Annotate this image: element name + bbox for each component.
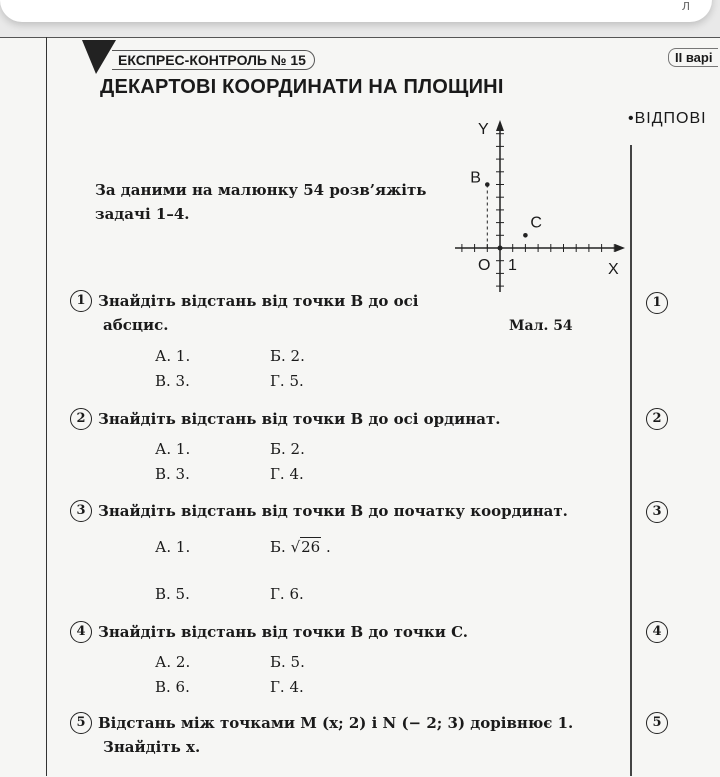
page-left-border [46,37,47,776]
answer-slot-1[interactable]: 1 [646,292,668,314]
point-c-label: C [530,214,542,232]
question-3 [70,498,620,523]
question-number: 5 [70,712,92,734]
question-number: 4 [70,621,92,643]
coordinate-figure [440,110,640,310]
option-b: Б. 5. [270,653,305,671]
question-1 [70,288,620,337]
option-v: В. 6. [155,678,190,696]
option-a: А. 1. [155,440,191,458]
option-b: Б. 2. [270,440,305,458]
option-g: Г. 4. [270,678,304,696]
browser-top-bar [0,0,712,22]
option-b: Б. 2. [270,347,305,365]
option-a: А. 2. [155,653,191,671]
origin-point [498,246,503,251]
option-b-letter: Б. [270,538,286,556]
question-4 [70,619,620,644]
unit-label: 1 [508,257,517,274]
intro-text: За даними на малюнку 54 розв’яжіть задачі 1–4. [95,181,427,223]
page-title: ДЕКАРТОВІ КООРДИНАТИ НА ПЛОЩИНІ [100,76,504,98]
question-text: Знайдіть відстань від точки B до осі [98,292,419,310]
question-text: Знайдіть відстань від точки B до точки C. [98,623,468,641]
option-v: В. 5. [155,585,190,603]
option-g: Г. 6. [270,585,304,603]
x-axis-label: X [608,261,619,278]
option-g: Г. 4. [270,465,304,483]
question-number: 1 [70,290,92,312]
option-a: А. 1. [155,347,191,365]
sqrt-value: 26 [301,538,321,556]
question-number: 2 [70,408,92,430]
point-b-label: B [470,169,481,187]
x-axis-arrow [615,244,625,252]
question-text-cont: абсцис. [103,316,169,334]
y-axis-label: Y [478,121,489,138]
question-text-cont: Знайдіть x. [103,738,201,756]
option-g: Г. 5. [270,372,304,390]
origin-label: O [478,257,491,274]
question-2 [70,406,620,431]
answer-slot-2[interactable]: 2 [646,408,668,430]
option-v: В. 3. [155,372,190,390]
option-v: В. 3. [155,465,190,483]
figure-caption: Мал. 54 [509,318,573,334]
test-tag: ЕКСПРЕС-КОНТРОЛЬ № 15 [112,50,315,70]
option-a: А. 1. [155,538,191,556]
point-c [523,233,528,238]
answers-heading: •ВІДПОВІ [628,110,707,127]
flag-icon [82,40,116,74]
question-number: 3 [70,500,92,522]
question-text: Знайдіть відстань від точки B до осі ординат. [98,410,501,428]
variant-label: II варі [668,48,718,67]
answer-slot-4[interactable]: 4 [646,621,668,643]
option-b: Б. √26 . [270,538,331,556]
question-text: Знайдіть відстань від точки B до початку координат. [98,502,568,520]
answer-slot-5[interactable]: 5 [646,712,668,734]
y-axis-arrow [496,120,504,131]
corner-glyph: Л [681,0,690,13]
question-5 [70,710,620,759]
answer-slot-3[interactable]: 3 [646,501,668,523]
point-b [485,182,490,187]
question-text: Відстань між точками M (x; 2) і N (− 2; 3) дорівнює 1. [98,714,574,732]
